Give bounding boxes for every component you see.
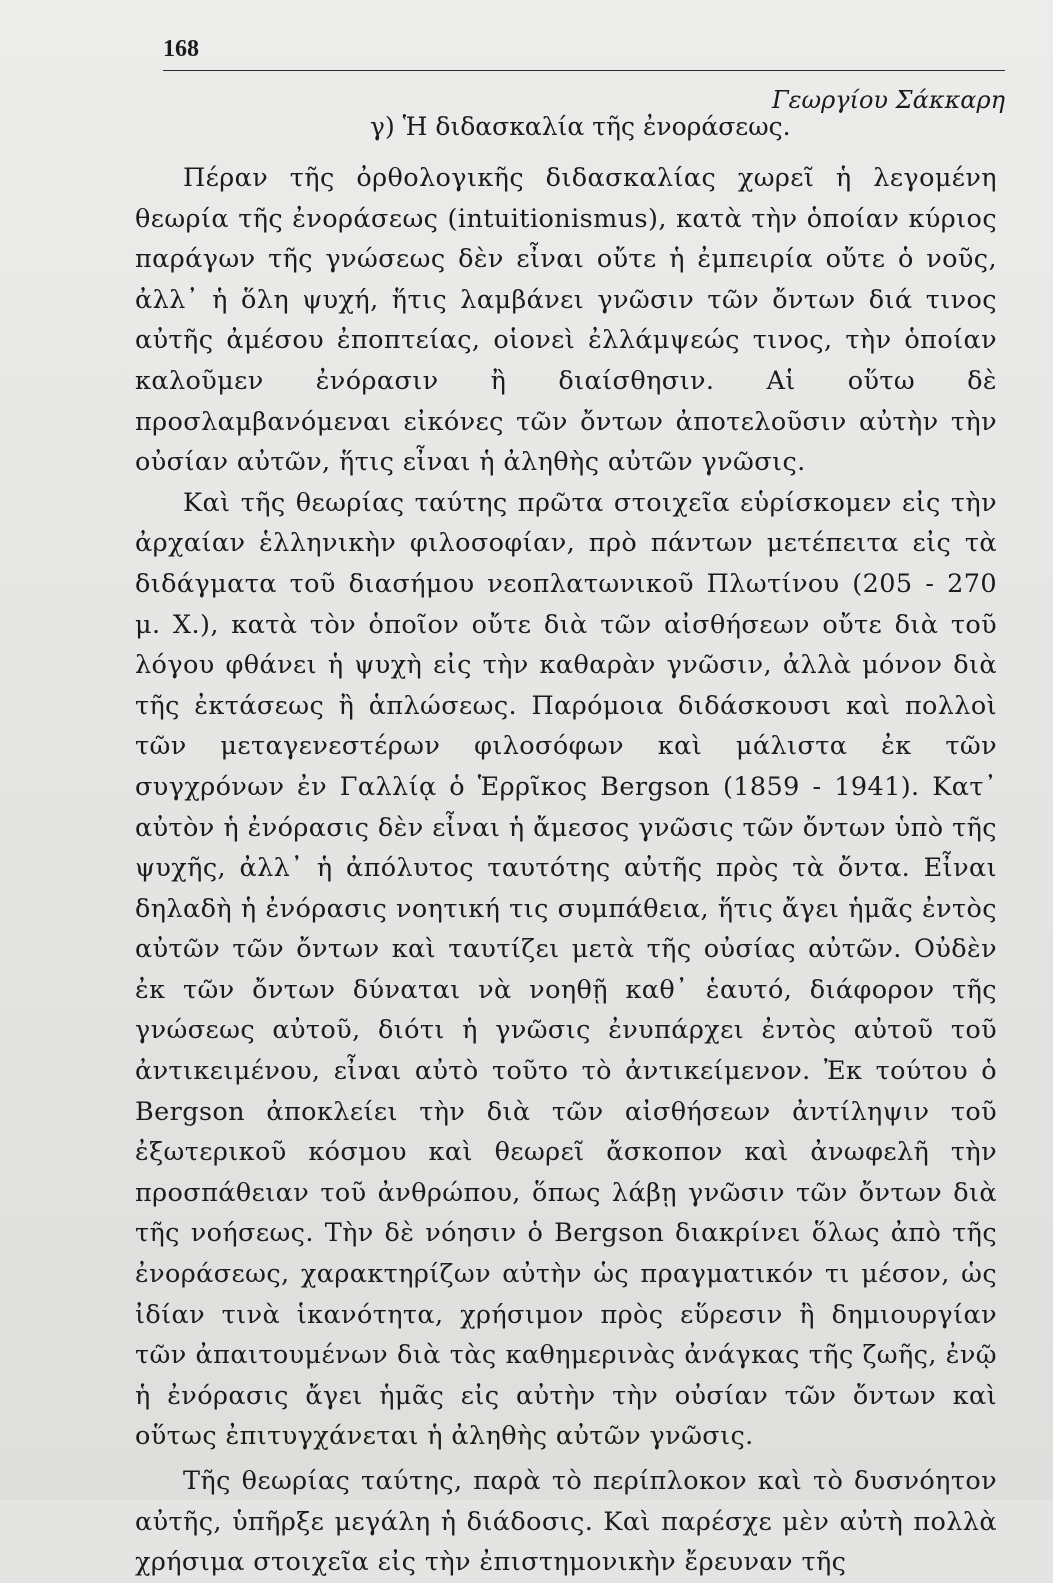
page-header bbox=[163, 36, 1005, 71]
paragraph-1: Πέραν τῆς ὀρθολογικῆς διδασκαλίας χωρεῖ ἡ λεγομένη θεωρία τῆς ἐνοράσεως (intuitionismus), κατὰ τὴν ὁποίαν κύριος παράγων τῆς γνώσεως δὲν εἶναι οὔτε ἡ ἐμπειρία οὔτε ὁ νοῦς, ἀλλ᾽ ἡ ὅλη ψυχή, ἥτις λαμβάνει γνῶσιν τῶν ὄντων διά τινος αὐτῆς ἀμέσου ἐποπτείας, οἱονεὶ ἐλλάμψεώς τινος, τὴν ὁποίαν καλοῦμεν ἐνόρασιν ἢ διαίσθησιν. Αἱ οὕτω δὲ προσλαμβανόμεναι εἰκόνες τῶν ὄντων ἀποτελοῦσιν αὐτὴν τὴν οὐσίαν αὐτῶν, ἥτις εἶναι ἡ ἀληθὴς αὐτῶν γνῶσις. bbox=[135, 163, 997, 478]
body-text bbox=[135, 158, 997, 1583]
section-title: γ) Ἡ διδασκαλία τῆς ἐνοράσεως. bbox=[370, 112, 791, 141]
running-head: Γεωργίου Σάκκαρη bbox=[772, 86, 1005, 114]
paragraph-3: Τῆς θεωρίας ταύτης, παρὰ τὸ περίπλοκον καὶ τὸ δυσνόητον αὐτῆς, ὑπῆρξε μεγάλη ἡ διάδοσις. Καὶ παρέσχε μὲν αὐτὴ πολλὰ χρήσιμα στοιχεῖα εἰς τὴν ἐπιστημονικὴν ἔρευναν τῆς bbox=[135, 1466, 997, 1578]
paragraph-2: Καὶ τῆς θεωρίας ταύτης πρῶτα στοιχεῖα εὑρίσκομεν εἰς τὴν ἀρχαίαν ἑλληνικὴν φιλοσοφίαν, πρὸ πάντων μετέπειτα εἰς τὰ διδάγματα τοῦ διασήμου νεοπλατωνικοῦ Πλωτίνου (205 - 270 μ. Χ.), κατὰ τὸν ὁποῖον οὔτε διὰ τῶν αἰσθήσεων οὔτε διὰ τοῦ λόγου φθάνει ἡ ψυχὴ εἰς τὴν καθαρὰν γνῶσιν, ἀλλὰ μόνον διὰ τῆς ἐκτάσεως ἢ ἁπλώσεως. Παρόμοια διδάσκουσι καὶ πολλοὶ τῶν μεταγενεστέρων φιλοσόφων καὶ μάλιστα ἐκ τῶν συγχρόνων ἐν Γαλλίᾳ ὁ Ἑρρῖκος Bergson (1859 - 1941). Κατ᾽ αὐτὸν ἡ ἐνόρασις δὲν εἶναι ἡ ἄμεσος γνῶσις τῶν ὄντων ὑπὸ τῆς ψυχῆς, ἀλλ᾽ ἡ ἀπόλυτος ταυτότης αὐτῆς πρὸς τὰ ὄντα. Εἶναι δηλαδὴ ἡ ἐνόρασις νοητική τις συμπάθεια, ἥτις ἄγει ἡμᾶς ἐντὸς αὐτῶν τῶν ὄντων καὶ ταυτίζει μετὰ τῆς οὐσίας αὐτῶν. Οὐδὲν ἐκ τῶν ὄντων δύναται νὰ νοηθῇ καθ᾽ ἑαυτό, διάφορον τῆς γνώσεως αὐτοῦ, διότι ἡ γνῶσις ἐνυπάρχει ἐντὸς αὐτοῦ τοῦ ἀντικειμένου, εἶναι αὐτὸ τοῦτο τὸ ἀντικείμενον. Ἐκ τούτου ὁ Bergson ἀποκλείει τὴν διὰ τῶν αἰσθήσεων ἀντίληψιν τοῦ ἐξωτερικοῦ κόσμου καὶ θεωρεῖ ἄσκοπον καὶ ἀνωφελῆ τὴν προσπάθειαν τοῦ ἀνθρώπου, ὅπως λάβῃ γνῶσιν τῶν ὄντων διὰ τῆς νοήσεως. Τὴν δὲ νόησιν ὁ Bergson διακρίνει ὅλως ἀπὸ τῆς ἐνοράσεως, χαρακτηρίζων αὐτὴν ὡς πραγματικόν τι μέσον, ὡς ἰδίαν τινὰ ἱκανότητα, χρήσιμον πρὸς εὕρεσιν ἢ δημιουργίαν τῶν ἀπαιτουμένων διὰ τὰς καθημερινὰς ἀνάγκας τῆς ζωῆς, ἐνῷ ἡ ἐνόρασις ἄγει ἡμᾶς εἰς αὐτὴν τὴν οὐσίαν τῶν ὄντων καὶ οὕτως ἐπιτυγχάνεται ἡ ἀληθὴς αὐτῶν γνῶσις. bbox=[135, 487, 997, 1452]
page-number: 168 bbox=[163, 36, 199, 62]
